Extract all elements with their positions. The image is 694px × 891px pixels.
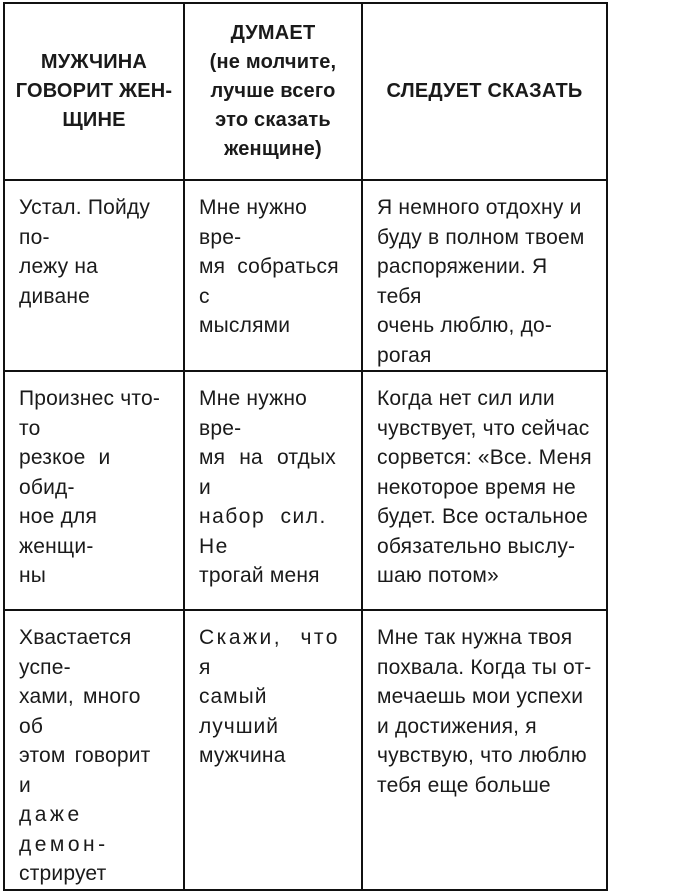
table-row — [4, 371, 607, 610]
header-line: женщине) — [224, 138, 322, 160]
text-line: мя на отдых и — [199, 446, 336, 499]
text-line: Мне нужно вре- — [199, 387, 308, 440]
text-line: Устал. Пойду по- — [19, 196, 151, 249]
cell-man-says — [4, 610, 184, 890]
text-line: похвала. Когда ты от- — [377, 655, 592, 679]
text-line: чувствует, что сейчас — [377, 416, 590, 440]
text-line: мужчина — [199, 744, 286, 767]
text-line: чувствую, что люблю — [377, 744, 587, 767]
cell-thinks — [184, 371, 362, 610]
header-line: (не молчите, — [209, 51, 337, 73]
text-line: Мне нужно вре- — [199, 196, 308, 249]
header-should-say — [362, 3, 607, 180]
text-line: Когда нет сил или — [377, 387, 555, 410]
text-line: трогай меня — [199, 564, 320, 587]
header-line: это сказать — [215, 109, 331, 131]
cell-should-say — [362, 371, 607, 610]
header-man-says — [4, 3, 184, 180]
text-line: Произнес что-то — [19, 387, 161, 440]
text-line: распоряжении. Я тебя — [377, 255, 548, 308]
text-line: лежу на диване — [19, 255, 98, 308]
cell-should-say — [362, 180, 607, 371]
text-line: некоторое время не — [377, 475, 576, 499]
header-row — [4, 3, 607, 180]
table-row — [4, 610, 607, 890]
text-line: Скажи, что я — [199, 626, 340, 679]
text-line: этом говорит и — [19, 744, 151, 797]
text-line: Я немного отдохну и — [377, 196, 582, 219]
text-line: ное для женщи- — [19, 505, 98, 558]
cell-thinks — [184, 180, 362, 371]
header-thinks — [184, 3, 362, 180]
advice-table — [3, 2, 608, 891]
cell-thinks — [184, 610, 362, 890]
text-line: мыслями — [199, 314, 291, 337]
header-line: лучше всего — [210, 80, 336, 102]
text-line: будет. Все остальное — [377, 505, 588, 528]
cell-man-says — [4, 180, 184, 371]
text-line: обязательно выслу- — [377, 534, 576, 558]
text-line: набор сил. Не — [199, 505, 327, 558]
text-line: сорвется: «Все. Меня — [377, 446, 592, 469]
header-line: СЛЕДУЕТ СКАЗАТЬ — [386, 80, 583, 102]
table-row — [4, 180, 607, 371]
text-line: резкое и обид- — [19, 446, 111, 499]
text-line: мя собраться с — [199, 255, 339, 308]
text-line: рогая — [377, 343, 432, 367]
text-line: мечаешь мои успехи — [377, 685, 584, 708]
cell-man-says — [4, 371, 184, 610]
text-line: буду в полном твоем — [377, 225, 585, 249]
cell-should-say — [362, 610, 607, 890]
text-line: стрирует — [19, 862, 107, 885]
header-line: ДУМАЕТ — [230, 22, 316, 44]
header-line: ЩИНЕ — [62, 109, 126, 131]
text-line: Мне так нужна твоя — [377, 626, 573, 649]
text-line: шаю потом» — [377, 564, 499, 587]
text-line: очень люблю, до- — [377, 314, 553, 337]
header-line: ГОВОРИТ ЖЕН- — [15, 80, 173, 102]
text-line: самый лучший — [199, 685, 280, 738]
text-line: Хвастается успе- — [19, 626, 132, 679]
text-line: тебя еще больше — [377, 773, 551, 797]
text-line: ны — [19, 564, 47, 587]
text-line: и достижения, я — [377, 714, 537, 738]
text-line: хами, много об — [19, 685, 141, 738]
header-line: МУЖЧИНА — [40, 51, 148, 73]
text-line: даже демон- — [19, 803, 109, 856]
